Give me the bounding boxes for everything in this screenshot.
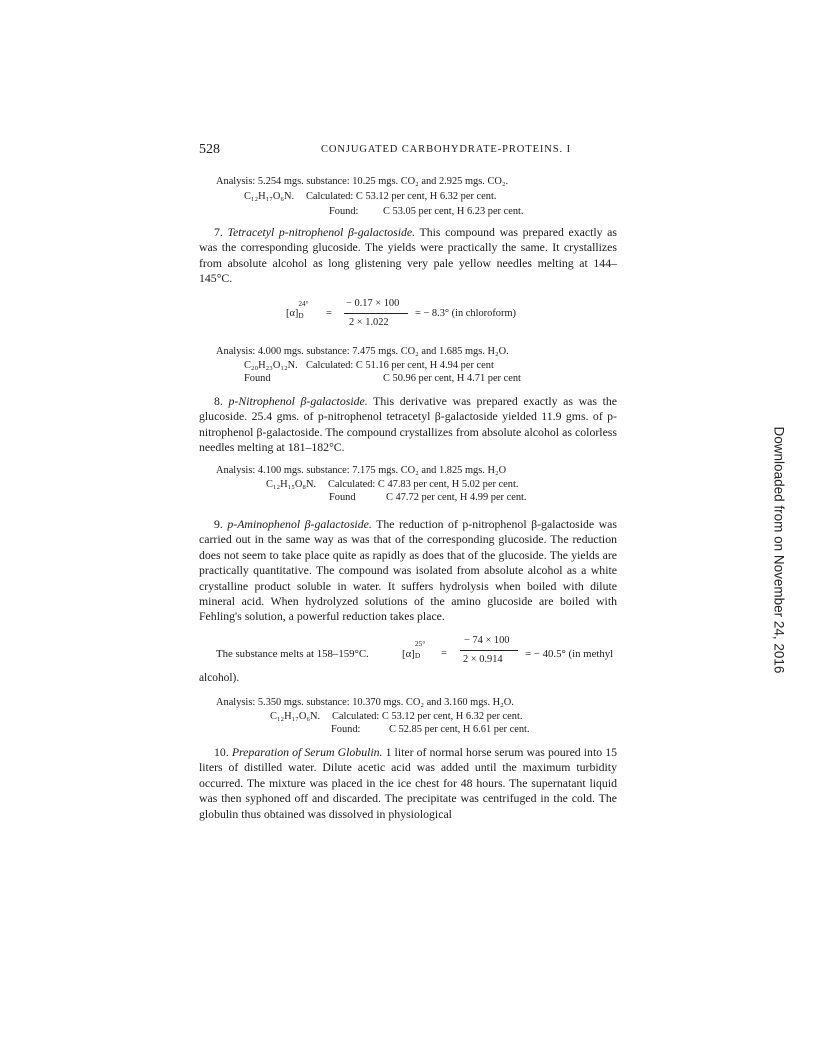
analysis-line: Analysis: 4.000 mgs. substance: 7.475 mgs. CO₂ and 1.685 mgs. H₂O. (216, 346, 509, 357)
equals-sign: = (441, 648, 447, 659)
section-title: Tetracetyl p-nitrophenol β-galactoside. (227, 225, 416, 239)
section-body: This compound was prepared exactly as was the corresponding glucoside. The yields were practically the same. It crystallizes from absolute alcohol as long glistening very pale yellow needles melting at 144–145°C. (199, 225, 617, 286)
analysis-formula: C₁₂H₁₇O₆N. (270, 711, 321, 722)
download-notice-text: Downloaded from on November 24, 2016 (771, 426, 787, 674)
fraction-denominator: 2 × 1.022 (349, 317, 389, 328)
analysis-formula: C₂₀H₂₃O₁₂N. (244, 360, 298, 371)
specific-rotation-symbol: [α] 25° D (402, 639, 426, 660)
section-title: p-Aminophenol β-galactoside. (227, 517, 372, 531)
analysis-calculated: Calculated: C 51.16 per cent, H 4.94 per cent (306, 360, 494, 371)
analysis-line: Analysis: 5.350 mgs. substance: 10.370 mgs. CO₂ and 3.160 mgs. H₂O. (216, 697, 514, 708)
analysis-found-values: C 50.96 per cent, H 4.71 per cent (383, 373, 521, 384)
analysis-found-label: Found: (329, 206, 359, 217)
analysis-calculated: Calculated: C 53.12 per cent, H 6.32 per cent. (332, 711, 523, 722)
analysis-formula: C₁₂H₁₅O₈N. (266, 479, 317, 490)
fraction-bar (344, 313, 408, 314)
analysis-found-label: Found: (331, 724, 361, 735)
equals-sign: = (326, 308, 332, 319)
specific-rotation-symbol: [α] 24° D (286, 300, 309, 320)
analysis-found-values: C 53.05 per cent, H 6.23 per cent. (383, 206, 524, 217)
section-title: Preparation of Serum Globulin. (231, 745, 383, 759)
fraction-denominator: 2 × 0.914 (463, 654, 503, 665)
download-notice (765, 426, 793, 674)
section-number: 9. (214, 517, 223, 531)
section-10-paragraph (199, 745, 617, 822)
fraction-numerator: − 0.17 × 100 (346, 298, 400, 309)
fraction-numerator: − 74 × 100 (464, 635, 510, 646)
analysis-line: Analysis: 5.254 mgs. substance: 10.25 mgs. CO₂ and 2.925 mgs. CO₂. (216, 176, 509, 187)
section-body: This derivative was prepared exactly as was the glucoside. 25.4 gms. of p-nitrophenol tetracetyl β-galactoside yielded 11.9 gms. of p-nitrophenol β-galactoside. The compound crystallizes from absolute alcohol as colorless needles melting at 181–182°C. (199, 394, 617, 455)
analysis-formula: C₁₂H₁₇O₆N. (244, 191, 295, 202)
section-number: 7. (214, 225, 223, 239)
fraction-bar (460, 650, 518, 651)
analysis-found-values: C 47.72 per cent, H 4.99 per cent. (386, 492, 527, 503)
section-number: 8. (214, 394, 223, 408)
analysis-calculated: Calculated: C 47.83 per cent, H 5.02 per cent. (328, 479, 519, 490)
rotation-result: = − 40.5° (in methyl (525, 648, 614, 660)
section-body: The reduction of p-nitrophenol β-galactoside was carried out in the same way as was that of the corresponding glucoside. The reduction does not seem to take place quite as rapidly as does that of the glucoside. The yields are practically quantitative. The compound was isolated from absolute alcohol as a white crystalline product soluble in water. It suffers hydrolysis when boiled with dilute mineral acid. When hydrolyzed solutions of the amino glucoside are boiled with Fehling's solution, a powerful reduction takes place. (199, 517, 617, 624)
analysis-found-label: Found (244, 373, 271, 384)
running-title: CONJUGATED CARBOHYDRATE-PROTEINS. I (321, 144, 571, 155)
section-body: 1 liter of normal horse serum was poured into 15 liters of distilled water. Dilute acetic acid was added until the maximum turbidity occurred. The mixture was placed in the ice chest for 48 hours. The supernatant liquid was then syphoned off and discarded. The precipitate was centrifuged in the cold. The globulin thus obtained was dissolved in physiological (199, 745, 617, 821)
section-title: p-Nitrophenol β-galactoside. (228, 394, 368, 408)
analysis-found-values: C 52.85 per cent, H 6.61 per cent. (389, 724, 530, 735)
section-8-paragraph (199, 394, 617, 456)
analysis-found-label: Found (329, 492, 356, 503)
page-number: 528 (199, 142, 220, 157)
section-7-paragraph (199, 225, 617, 287)
rotation-result: = − 8.3° (in chloroform) (415, 308, 516, 319)
analysis-line: Analysis: 4.100 mgs. substance: 7.175 mgs. CO₂ and 1.825 mgs. H₂O (216, 465, 507, 476)
melting-point-text: The substance melts at 158–159°C. (216, 648, 369, 660)
analysis-calculated: Calculated: C 53.12 per cent, H 6.32 per cent. (306, 191, 497, 202)
section-9-paragraph (199, 517, 617, 625)
section-number: 10. (214, 745, 229, 759)
page-header (199, 142, 619, 160)
rotation-continuation: alcohol). (199, 672, 240, 684)
